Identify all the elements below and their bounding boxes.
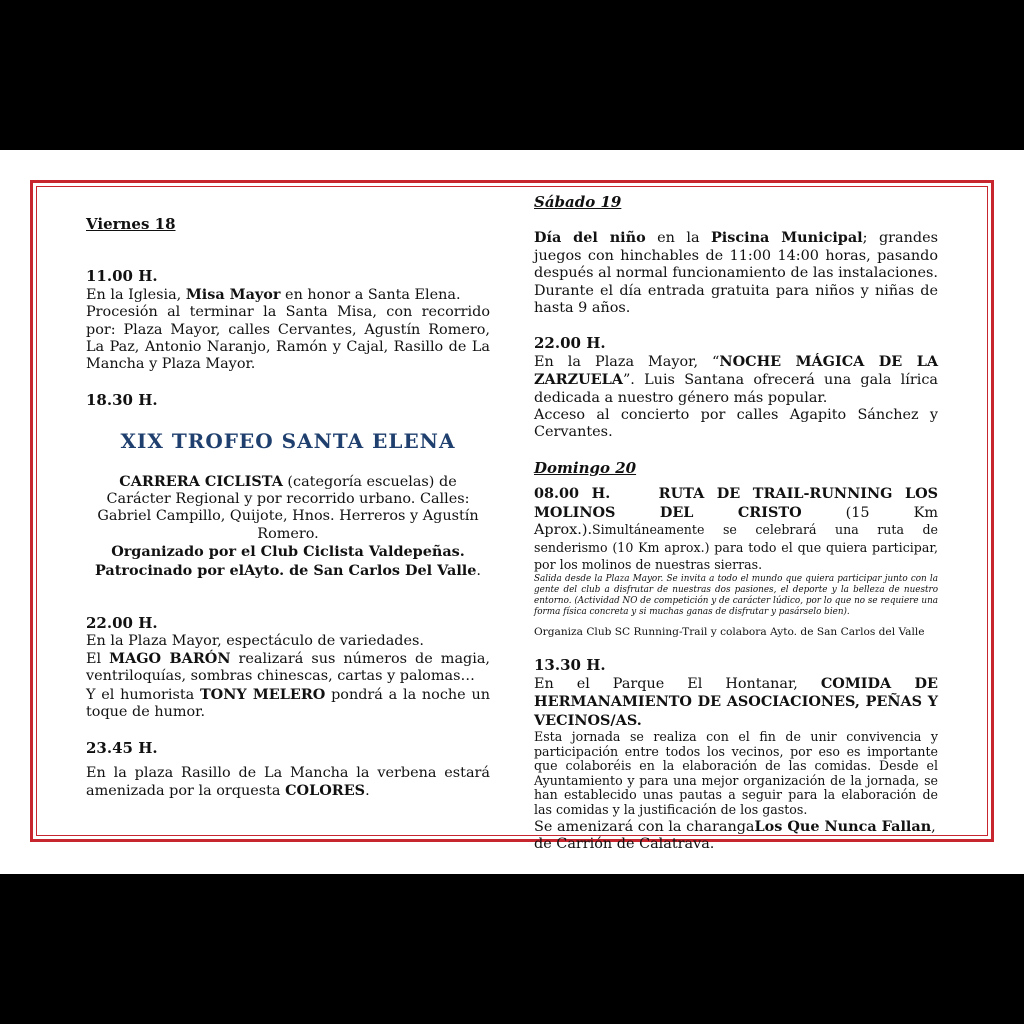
trail-running-text: 08.00 H. RUTA DE TRAIL-RUNNING LOS MOLINOS DEL CRISTO (15 Km Aprox.).Simultáneamente se celebrará una ruta de senderismo (10 Km aprox.) para todo el que quiera participar, por los molinos de nuestras sierras. bbox=[534, 485, 938, 572]
event-time-2200-right: 22.00 H. bbox=[534, 334, 606, 353]
charanga-text: Se amenizará con la charangaLos Que Nunca Fallan, bbox=[534, 817, 936, 835]
event-misa-text: En la Iglesia, Misa Mayor en honor a Santa Elena. bbox=[86, 285, 461, 303]
mago-baron-text: El MAGO BARÓN realizará sus números de magia, ventriloquías, sombras chinescas, cartas y palomas… bbox=[86, 649, 490, 685]
day-heading-sabado: Sábado 19 bbox=[534, 193, 622, 211]
carrion-text: de Carrión de Calatrava. bbox=[534, 835, 715, 852]
variedades-text: En la Plaza Mayor, espectáculo de variedades. bbox=[86, 632, 424, 649]
day-heading-domingo: Domingo 20 bbox=[534, 458, 637, 477]
organiza-text: Organiza Club SC Running-Trail y colabora Ayto. de San Carlos del Valle bbox=[534, 626, 925, 639]
acceso-concierto-text: Acceso al concierto por calles Agapito Sánchez y Cervantes. bbox=[534, 407, 938, 441]
event-time-1830: 18.30 H. bbox=[86, 390, 158, 409]
verbena-text: En la plaza Rasillo de La Mancha la verbena estará amenizada por la orquesta COLORES. bbox=[86, 764, 490, 800]
comida-hermanamiento-text: En el Parque El Hontanar, COMIDA DE HERMANAMIENTO DE ASOCIACIONES, PEÑAS Y VECINOS/AS. bbox=[534, 674, 938, 729]
carrera-ciclista-text: CARRERA CICLISTA (categoría escuelas) de Carácter Regional y por recorrido urbano. Calles: Gabriel Campillo, Quijote, Hnos. Herreros y Agustín Romero. bbox=[97, 472, 479, 542]
salida-note: Salida desde la Plaza Mayor. Se invita a todo el mundo que quiera participar junto con la gente del club a disfrutar de nuestras dos pasiones, el deporte y la belleza de nuestro entorno. (Actividad NO de competición y de carácter lúdico, por lo que no se requiere una forma física concreta y si muchas ganas de disfrutar y pasárselo bien). bbox=[534, 574, 938, 618]
event-time-1330: 13.30 H. bbox=[534, 656, 606, 675]
event-time-2200-left: 22.00 H. bbox=[86, 614, 158, 633]
event-time-1100: 11.00 H. bbox=[86, 267, 158, 286]
patrocinado-text: Patrocinado por elAyto. de San Carlos Del Valle. bbox=[94, 561, 481, 579]
event-time-2345: 23.45 H. bbox=[86, 738, 158, 757]
tony-melero-text: Y el humorista TONY MELERO pondrá a la noche un toque de humor. bbox=[86, 685, 490, 721]
jornada-text: Esta jornada se realiza con el fin de unir convivencia y participación entre todos los vecinos, por eso es importante que colaboréis en la elaboración de las comidas. Desde el Ayuntamiento y para una mejor organización de la jornada, se han establecido unas pautas a seguir para la elaboración de las comidas y la justificación de los gastos. bbox=[534, 728, 938, 817]
left-column bbox=[86, 216, 490, 801]
right-column bbox=[534, 194, 938, 853]
dia-del-nino-text: Día del niño en la Piscina Municipal; grandes juegos con hinchables de 11:00 14:00 horas, pasando después al normal funcionamiento de las instalaciones. Durante el día entrada gratuita para niños y niñas de hasta 9 años. bbox=[534, 229, 938, 317]
organizado-text: Organizado por el Club Ciclista Valdepeñas. bbox=[111, 543, 465, 561]
event-procesion-text: Procesión al terminar la Santa Misa, con recorrido por: Plaza Mayor, calles Cervantes, Agustín Romero, La Paz, Antonio Naranjo, Ramón y Cajal, Rasillo de La Mancha y Plaza Mayor. bbox=[86, 304, 490, 373]
day-heading-viernes: Viernes 18 bbox=[86, 215, 176, 233]
zarzuela-text: En la Plaza Mayor, “NOCHE MÁGICA DE LA ZARZUELA”. Luis Santana ofrecerá una gala lírica dedicada a nuestro género más popular. bbox=[534, 352, 938, 406]
trofeo-title: XIX TROFEO SANTA ELENA bbox=[120, 429, 456, 454]
